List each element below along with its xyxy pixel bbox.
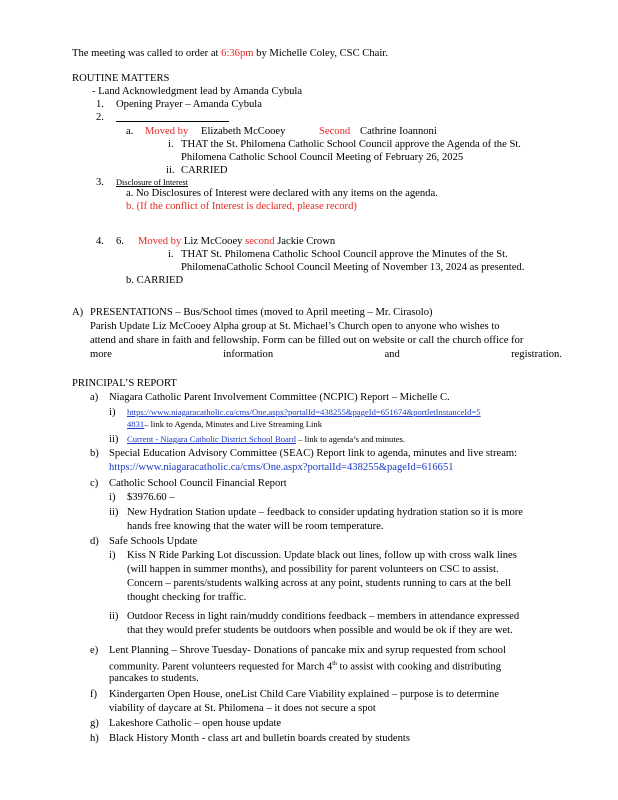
district-board-link[interactable]: Current - Niagara Catholic District School Board bbox=[127, 434, 296, 444]
item-c-letter: c) bbox=[90, 478, 99, 489]
kiss-ride-line-1: Kiss N Ride Parking Lot discussion. Update black out lines, follow up with cross walk lines bbox=[127, 550, 517, 561]
minutes-motion-roman-i: i. bbox=[168, 249, 174, 260]
hydration-line-2: hands free knowing that the water will be room temperature. bbox=[127, 521, 384, 532]
item-d-letter: d) bbox=[90, 536, 99, 547]
presentations-label: A) bbox=[72, 307, 84, 318]
parish-update-line-2: attend and share in faith and fellowship. Form can be filled out on website or call the church office for bbox=[90, 335, 524, 346]
call-to-order-time: 6:36pm bbox=[221, 48, 254, 59]
disclosure-b: b. (If the conflict of Interest is declared, please record) bbox=[126, 201, 357, 212]
outdoor-recess-line-2: that they would prefer students be outdoors when possible and would be ok if they are wet. bbox=[127, 625, 513, 636]
lent-planning-line-1: Lent Planning – Shrove Tuesday- Donations of pancake mix and syrup requested from school bbox=[109, 645, 506, 656]
financial-report: Catholic School Council Financial Report bbox=[109, 478, 287, 489]
disclosure-a: a. No Disclosures of Interest were declared with any items on the agenda. bbox=[126, 188, 438, 199]
presentations-heading: PRESENTATIONS – Bus/School times (moved to April meeting – Mr. Cirasolo) bbox=[90, 307, 433, 318]
safe-roman-ii: ii) bbox=[109, 611, 119, 622]
financial-roman-i: i) bbox=[109, 492, 116, 503]
item-number-1: 1. bbox=[96, 99, 104, 110]
land-acknowledgment: - Land Acknowledgment lead by Amanda Cybula bbox=[92, 86, 303, 97]
agenda-motion-roman-ii: ii. bbox=[166, 165, 175, 176]
seac-report: Special Education Advisory Committee (SEAC) Report link to agenda, minutes and live stream: bbox=[109, 448, 518, 459]
agenda-motion-text-2: Philomena Catholic School Council Meeting of February 26, 2025 bbox=[181, 152, 464, 163]
seac-url[interactable]: https://www.niagaracatholic.ca/cms/One.aspx?portalId=438255&pageId=616651 bbox=[109, 462, 454, 473]
kindergarten-line-2: viability of daycare at St. Philomena – it does not secure a spot bbox=[109, 703, 376, 714]
second-name: Cathrine Ioannoni bbox=[360, 126, 437, 137]
section-heading-routine: ROUTINE MATTERS bbox=[72, 73, 170, 84]
item-number-6: 6. bbox=[116, 236, 124, 247]
blank-line bbox=[116, 121, 229, 122]
agenda-motion-roman-i: i. bbox=[168, 139, 174, 150]
safe-roman-i: i) bbox=[109, 550, 116, 561]
agenda-motion-letter: a. bbox=[126, 126, 134, 137]
lent-planning-line-2: community. Parent volunteers requested for March 4th to assist with cooking and distributing bbox=[109, 661, 502, 673]
second-label: Second bbox=[319, 126, 351, 137]
item-number-4: 4. bbox=[96, 236, 104, 247]
kiss-ride-line-2: (will happen in summer months), and possibility for parent volunteers on CSC to assist. bbox=[127, 564, 499, 575]
item-e-letter: e) bbox=[90, 645, 99, 656]
item-b-letter: b) bbox=[90, 448, 99, 459]
minutes-motion-result: b. CARRIED bbox=[126, 275, 184, 286]
kiss-ride-line-4: thought checking for traffic. bbox=[127, 592, 247, 603]
ncpic-roman-i: i) bbox=[109, 407, 116, 418]
outdoor-recess-line-1: Outdoor Recess in light rain/muddy conditions feedback – members in attendance expressed bbox=[127, 611, 520, 622]
item-h-letter: h) bbox=[90, 733, 99, 744]
safe-schools-update: Safe Schools Update bbox=[109, 536, 198, 547]
ncpic-current-line: Current - Niagara Catholic District School Board – link to agenda’s and minutes. bbox=[127, 434, 406, 444]
black-history-month: Black History Month - class art and bulletin boards created by students bbox=[109, 733, 410, 744]
kindergarten-line-1: Kindergarten Open House, oneList Child Care Viability explained – purpose is to determine bbox=[109, 689, 499, 700]
disclosure-heading: Disclosure of Interest bbox=[116, 178, 189, 187]
lakeshore-update: Lakeshore Catholic – open house update bbox=[109, 718, 282, 729]
item-a-letter: a) bbox=[90, 392, 99, 403]
item-f-letter: f) bbox=[90, 689, 98, 700]
minutes-motion-line: Moved by Liz McCooey second Jackie Crown bbox=[138, 236, 336, 247]
financial-amount: $3976.60 – bbox=[127, 492, 175, 503]
ncpic-agenda-link[interactable]: https://www.niagaracatholic.ca/cms/One.aspx?portalId=438255&pageId=651674&portletInstanceId=5 bbox=[127, 407, 481, 417]
parish-update-line-3: more information and registration. bbox=[90, 349, 562, 360]
hydration-line-1: New Hydration Station update – feedback to consider updating hydration station so it is more bbox=[127, 507, 524, 518]
parish-update-line-1: Parish Update Liz McCooey Alpha group at St. Michael’s Church open to anyone who wishes to bbox=[90, 321, 500, 332]
item-g-letter: g) bbox=[90, 718, 99, 729]
minutes-motion-text-1: THAT St. Philomena Catholic School Council approve the Minutes of the St. bbox=[181, 249, 508, 260]
lent-planning-line-3: pancakes to students. bbox=[109, 673, 199, 684]
financial-roman-ii: ii) bbox=[109, 507, 119, 518]
item-number-2: 2. bbox=[96, 112, 104, 123]
section-heading-principal: PRINCIPAL’S REPORT bbox=[72, 378, 177, 389]
agenda-motion-result: CARRIED bbox=[181, 165, 228, 176]
kiss-ride-line-3: Concern – parents/students walking across at any point, students running to cars at the bell bbox=[127, 578, 511, 589]
minutes-motion-text-2: PhilomenaCatholic School Council Meeting of November 13, 2024 as presented. bbox=[181, 262, 525, 273]
ncpic-report: Niagara Catholic Parent Involvement Committee (NCPIC) Report – Michelle C. bbox=[109, 392, 450, 403]
moved-by-name: Elizabeth McCooey bbox=[201, 126, 286, 137]
opening-prayer: Opening Prayer – Amanda Cybula bbox=[116, 99, 262, 110]
ncpic-roman-ii: ii) bbox=[109, 434, 119, 445]
item-number-3: 3. bbox=[96, 177, 104, 188]
agenda-motion-text-1: THAT the St. Philomena Catholic School Council approve the Agenda of the St. bbox=[181, 139, 521, 150]
call-to-order-line: The meeting was called to order at 6:36pm by Michelle Coley, CSC Chair. bbox=[72, 48, 388, 59]
ncpic-link-desc: 4831– link to Agenda, Minutes and Live Streaming Link bbox=[127, 419, 323, 429]
moved-by-label: Moved by bbox=[145, 126, 189, 137]
